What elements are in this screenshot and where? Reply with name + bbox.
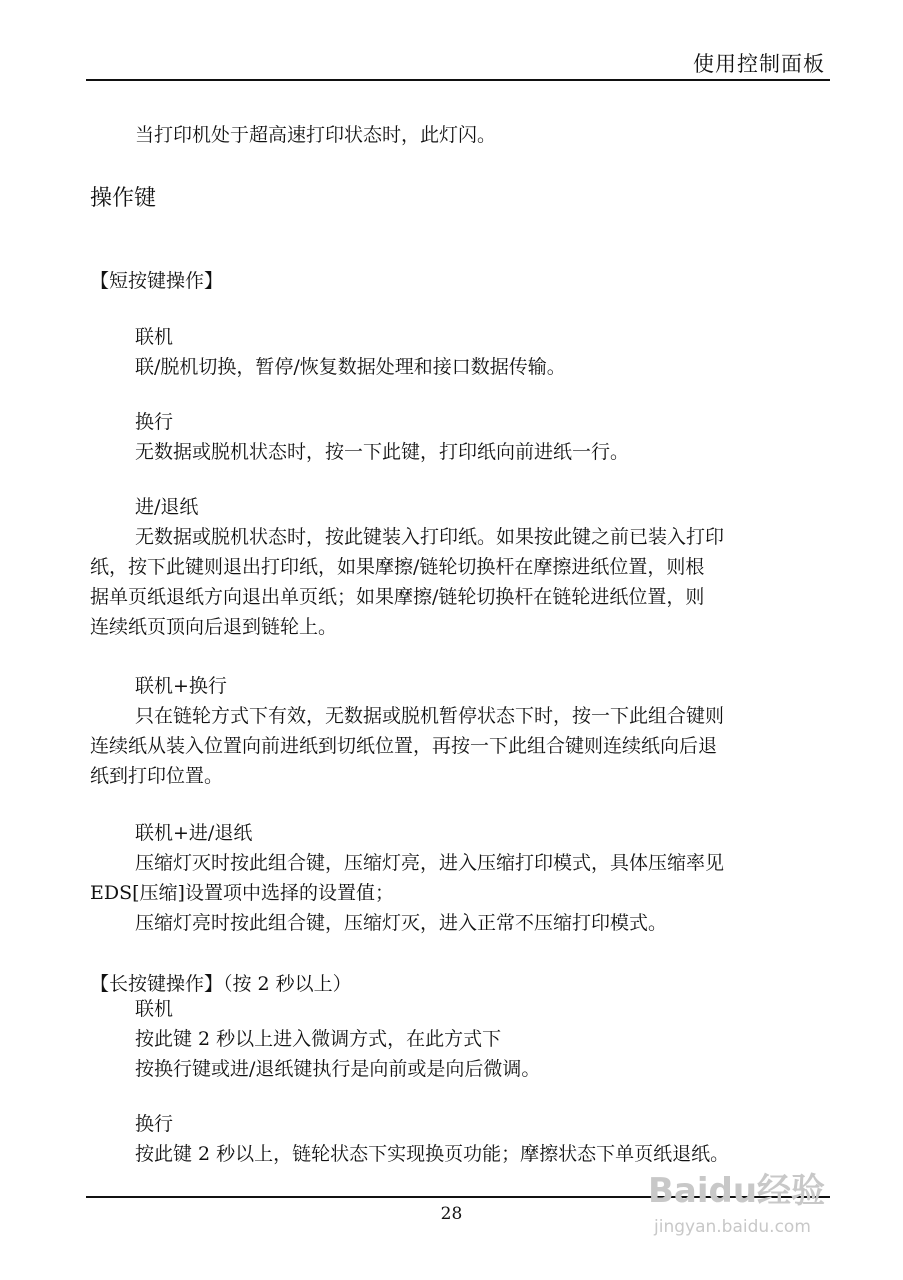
item-name: 联机 [135, 326, 174, 348]
short-press-heading: 【短按键操作】 [90, 270, 224, 292]
item-desc-line: 连续纸从装入位置向前进纸到切纸位置，再按一下此组合键则连续纸向后退 [90, 735, 718, 757]
item-desc-line: 按此键 2 秒以上，链轮状态下实现换页功能；摩擦状态下单页纸退纸。 [135, 1143, 730, 1165]
item-desc-line: 连续纸页顶向后退到链轮上。 [90, 616, 338, 638]
item-desc-line: 按此键 2 秒以上进入微调方式，在此方式下 [135, 1028, 502, 1050]
item-name: 换行 [135, 1113, 174, 1135]
item-desc-line: 纸到打印位置。 [90, 765, 224, 787]
watermark-brand: Baidu经验 [648, 1171, 826, 1211]
short-item-online-load-cont [90, 878, 835, 908]
item-desc-line: 据单页纸退纸方向退出单页纸；如果摩擦/链轮切换杆在链轮进纸位置，则 [90, 586, 705, 608]
item-desc-line: 纸，按下此键则退出打印纸，如果摩擦/链轮切换杆在摩擦进纸位置，则根 [90, 556, 705, 578]
item-desc-line: 压缩灯亮时按此组合键，压缩灯灭，进入正常不压缩打印模式。 [135, 912, 668, 934]
item-name: 进/退纸 [135, 496, 199, 518]
item-desc-line: 压缩灯灭时按此组合键，压缩灯亮，进入压缩打印模式，具体压缩率见 [135, 852, 725, 874]
section-title: 操作键 [90, 186, 157, 211]
item-desc-line: EDS[压缩]设置项中选择的设置值； [90, 882, 394, 904]
short-item-online-linefeed-cont [90, 731, 835, 791]
item-name: 换行 [135, 411, 174, 433]
item-desc-line: 按换行键或进/退纸键执行是向前或是向后微调。 [135, 1058, 541, 1080]
short-item-online-load-cont2 [135, 908, 835, 938]
long-item-online [135, 994, 835, 1084]
short-item-online-load [135, 818, 835, 878]
header-divider [86, 79, 830, 81]
baidu-watermark-logo [648, 1160, 848, 1250]
short-item-online [135, 322, 835, 382]
long-press-heading: 【长按键操作】（按 2 秒以上） [90, 973, 352, 995]
watermark-url: jingyan.baidu.com [654, 1217, 811, 1237]
short-item-online-linefeed [135, 671, 835, 731]
item-desc-line: 只在链轮方式下有效，无数据或脱机暂停状态下时，按一下此组合键则 [135, 705, 725, 727]
short-item-linefeed [135, 407, 835, 467]
short-item-load-eject-cont [90, 552, 835, 642]
intro-text: 当打印机处于超高速打印状态时，此灯闪。 [135, 124, 497, 146]
header-title: 使用控制面板 [693, 52, 825, 76]
item-name: 联机+换行 [135, 675, 227, 697]
page-number: 28 [440, 1204, 463, 1224]
short-item-load-eject [135, 492, 835, 552]
item-desc: 联/脱机切换，暂停/恢复数据处理和接口数据传输。 [135, 356, 566, 378]
item-desc-line: 无数据或脱机状态时，按此键装入打印纸。如果按此键之前已装入打印 [135, 526, 725, 548]
item-desc: 无数据或脱机状态时，按一下此键，打印纸向前进纸一行。 [135, 441, 630, 463]
item-name: 联机 [135, 998, 174, 1020]
item-name: 联机+进/退纸 [135, 822, 253, 844]
